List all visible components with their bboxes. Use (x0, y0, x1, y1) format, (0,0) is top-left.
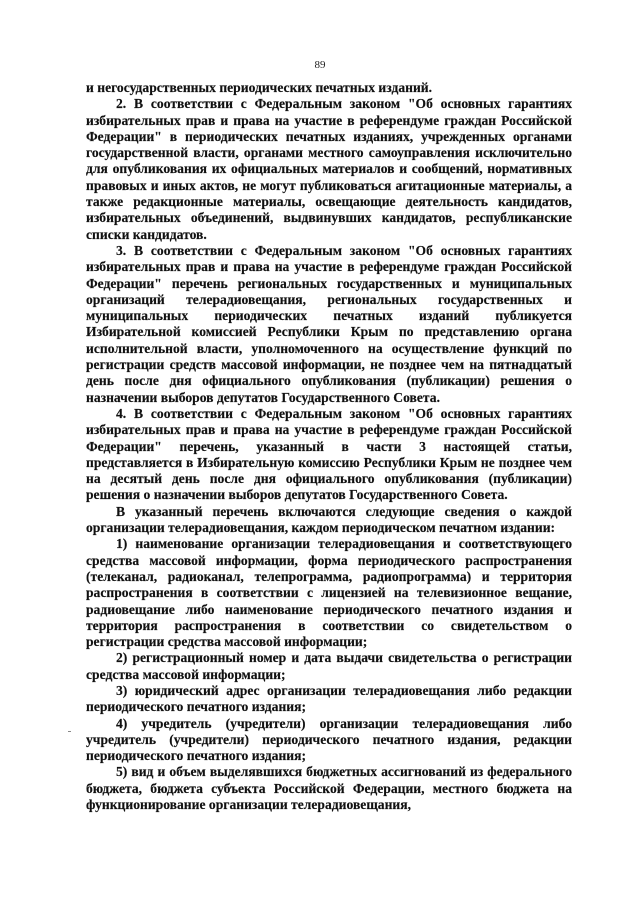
paragraph-item-2: 2. В соответствии с Федеральным законом "Об основных гарантиях избирательных прав и права на участие в референдуме граждан Российской Федерации" в периодических печатных изданиях, учрежденных органами государственной власти, органами местного самоуправления исключительно для опубликования их официальных материалов и сообщений, нормативных правовых и иных актов, не могут публиковаться агитационные материалы, а также редакционные материалы, освещающие деятельность кандидатов, избирательных объединений, выдвинувших кандидатов, республиканские списки кандидатов. (86, 96, 572, 242)
list-item-4: 4) учредитель (учредители) организации телерадиовещания либо учредитель (учредители) периодического печатного издания, редакции периодического печатного издания; (86, 715, 572, 764)
list-item-2: 2) регистрационный номер и дата выдачи свидетельства о регистрации средства массовой информации; (86, 650, 572, 682)
list-item-1: 1) наименование организации телерадиовещания и соответствующего средства массовой информации, форма периодического распространения (телеканал, радиоканал, телепрограмма, радиопрограмма) и территория распространения в соответствии с лицензией на телевизионное вещание, радиовещание либо наименование периодического печатного издания и территория распространения в соответствии со свидетельством о регистрации средства массовой информации; (86, 536, 572, 650)
document-body (86, 80, 572, 813)
paragraph-item-4: 4. В соответствии с Федеральным законом "Об основных гарантиях избирательных прав и права на участие в референдуме граждан Российской Федерации" перечень, указанный в части 3 настоящей статьи, представляется в Избирательную комиссию Республики Крым не позднее чем на десятый день после дня официального опубликования (публикации) решения о назначении выборов депутатов Государственного Совета. (86, 405, 572, 503)
paragraph-list-intro: В указанный перечень включаются следующие сведения о каждой организации телерадиовещания, каждом периодическом печатном издании: (86, 503, 572, 536)
list-item-3: 3) юридический адрес организации телерадиовещания либо редакции периодического печатного издания; (86, 682, 572, 715)
page-number: 89 (314, 59, 326, 71)
paragraph-item-3: 3. В соответствии с Федеральным законом "Об основных гарантиях избирательных прав и права на участие в референдуме граждан Российской Федерации" перечень региональных государственных и муниципальных организаций телерадиовещания, региональных государственных и муниципальных периодических печатных изданий публикуется Избирательной комиссией Республики Крым по представлению органа исполнительной власти, уполномоченного на осуществление функций по регистрации средств массовой информации, не позднее чем на пятнадцатый день после дня официального опубликования (публикации) решения о назначении выборов депутатов Государственного Совета. (86, 242, 572, 405)
list-item-5: 5) вид и объем выделявшихся бюджетных ассигнований из федерального бюджета, бюджета субъекта Российской Федерации, местного бюджета на функционирование организации телерадиовещания, (86, 764, 572, 813)
paragraph-continuation: и негосударственных периодических печатных изданий. (86, 80, 433, 95)
scan-mark (68, 731, 71, 732)
